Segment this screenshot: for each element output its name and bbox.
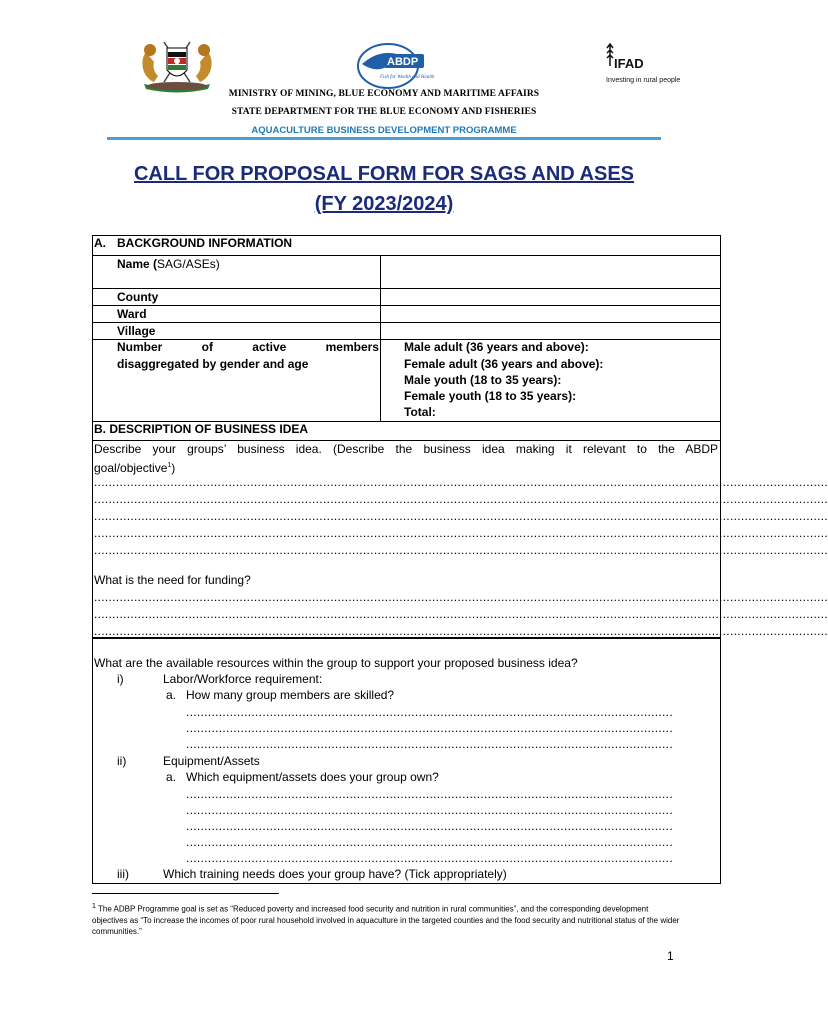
ifad-tagline: Investing in rural people <box>606 77 681 84</box>
answer-line[interactable]: .......................................................................................................................................................................................................... <box>94 590 828 604</box>
item-ii-label: Equipment/Assets <box>163 754 260 768</box>
footnote-number: 1 <box>92 903 96 910</box>
members-label-word: members <box>325 340 379 354</box>
resources-question: What are the available resources within the group to support your proposed business idea? <box>94 656 578 670</box>
answer-line[interactable]: ...................................................................................................................................... <box>186 705 673 719</box>
answer-line[interactable]: .......................................................................................................................................................................................................... <box>94 492 828 506</box>
item-i-a-question: How many group members are skilled? <box>186 688 395 702</box>
members-label-line1 <box>117 340 379 355</box>
describe-prompt-line2 <box>94 458 175 476</box>
members-label-word: Number <box>117 340 163 354</box>
name-label-bold: Name ( <box>117 257 158 271</box>
footnote <box>92 901 682 937</box>
answer-line[interactable]: .......................................................................................................................................................................................................... <box>94 607 828 621</box>
footnote-reference: 1 <box>167 462 172 469</box>
kenya-coat-of-arms-logo <box>134 36 220 92</box>
item-ii-a-letter: a. <box>166 770 177 784</box>
describe-prompt-line1: Describe your groups’ business idea. (Describe the business idea making it relevant to the ABDP <box>94 442 718 456</box>
item-i-label: Labor/Workforce requirement: <box>163 672 323 686</box>
female-adult-field[interactable]: Female adult (36 years and above): <box>404 357 604 371</box>
total-field[interactable]: Total: <box>404 405 436 419</box>
department-name: STATE DEPARTMENT FOR THE BLUE ECONOMY AND FISHERIES <box>231 107 537 117</box>
village-field[interactable] <box>381 323 720 339</box>
footnote-text: The ADBP Programme goal is set as “Reduced poverty and increased food security and nutrition in rural communities”, and the corresponding development objectives as “To increase the incomes of poor rural household involved in aquaculture in the targeted counties and the food security and nutritional status of the wider communities.” <box>92 904 680 936</box>
village-label: Village <box>117 324 156 338</box>
item-ii-number: ii) <box>117 754 127 768</box>
answer-line[interactable]: .......................................................................................................................................................................................................... <box>94 509 828 523</box>
county-field[interactable] <box>381 289 720 305</box>
county-label: County <box>117 290 159 304</box>
item-i-number: i) <box>117 672 124 686</box>
item-i-a-letter: a. <box>166 688 177 702</box>
answer-line[interactable]: ...................................................................................................................................... <box>186 803 673 817</box>
section-a-heading: BACKGROUND INFORMATION <box>117 236 293 250</box>
describe-prompt-text: goal/objective <box>94 461 168 475</box>
answer-line[interactable]: ...................................................................................................................................... <box>186 835 673 849</box>
section-a-letter: A. <box>94 236 106 250</box>
item-ii-a-question: Which equipment/assets does your group own? <box>186 770 439 784</box>
abdp-logo-text: ABDP <box>387 56 419 68</box>
answer-line[interactable]: ...................................................................................................................................... <box>186 787 673 801</box>
answer-line[interactable]: ...................................................................................................................................... <box>186 721 673 735</box>
members-label-line2: disaggregated by gender and age <box>117 357 309 371</box>
ifad-logo <box>604 38 694 86</box>
answer-line[interactable]: ...................................................................................................................................... <box>186 819 673 833</box>
funding-question: What is the need for funding? <box>94 573 251 587</box>
male-adult-field[interactable]: Male adult (36 years and above): <box>404 340 589 354</box>
answer-line[interactable]: .......................................................................................................................................................................................................... <box>94 543 828 557</box>
male-youth-field[interactable]: Male youth (18 to 35 years): <box>404 373 562 387</box>
ministry-name: MINISTRY OF MINING, BLUE ECONOMY AND MARITIME AFFAIRS <box>228 89 540 99</box>
answer-line[interactable]: ...................................................................................................................................... <box>186 737 673 751</box>
members-label-word: active <box>252 340 287 354</box>
answer-line[interactable]: .......................................................................................................................................................................................................... <box>94 624 828 638</box>
form-title-year: (FY 2023/2024) <box>314 193 454 215</box>
ward-label: Ward <box>117 307 147 321</box>
abdp-tagline: Fish for Wealth and Health <box>380 75 435 80</box>
answer-line[interactable]: .......................................................................................................................................................................................................... <box>94 475 828 489</box>
answer-line[interactable]: ...................................................................................................................................... <box>186 851 673 865</box>
female-youth-field[interactable]: Female youth (18 to 35 years): <box>404 389 577 403</box>
header-divider <box>107 137 661 140</box>
ward-field[interactable] <box>381 306 720 322</box>
members-label-word: of <box>201 340 213 354</box>
item-iii-number: iii) <box>117 867 129 881</box>
form-title: CALL FOR PROPOSAL FORM FOR SAGS AND ASES <box>133 163 635 185</box>
name-label <box>117 257 220 272</box>
answer-line[interactable]: .......................................................................................................................................................................................................... <box>94 526 828 540</box>
page-number: 1 <box>667 949 674 963</box>
table-rule <box>92 440 721 441</box>
programme-name: AQUACULTURE BUSINESS DEVELOPMENT PROGRAMME <box>251 125 517 136</box>
describe-prompt-close: ) <box>171 461 176 475</box>
ifad-logo-text: IFAD <box>614 56 644 71</box>
section-b-heading: B. DESCRIPTION OF BUSINESS IDEA <box>94 422 309 436</box>
name-field[interactable] <box>381 256 720 288</box>
item-iii-label: Which training needs does your group have? (Tick appropriately) <box>163 867 507 881</box>
footnote-divider <box>92 893 279 894</box>
abdp-logo <box>354 38 435 92</box>
name-label-rest: SAG/ASEs) <box>157 257 220 271</box>
